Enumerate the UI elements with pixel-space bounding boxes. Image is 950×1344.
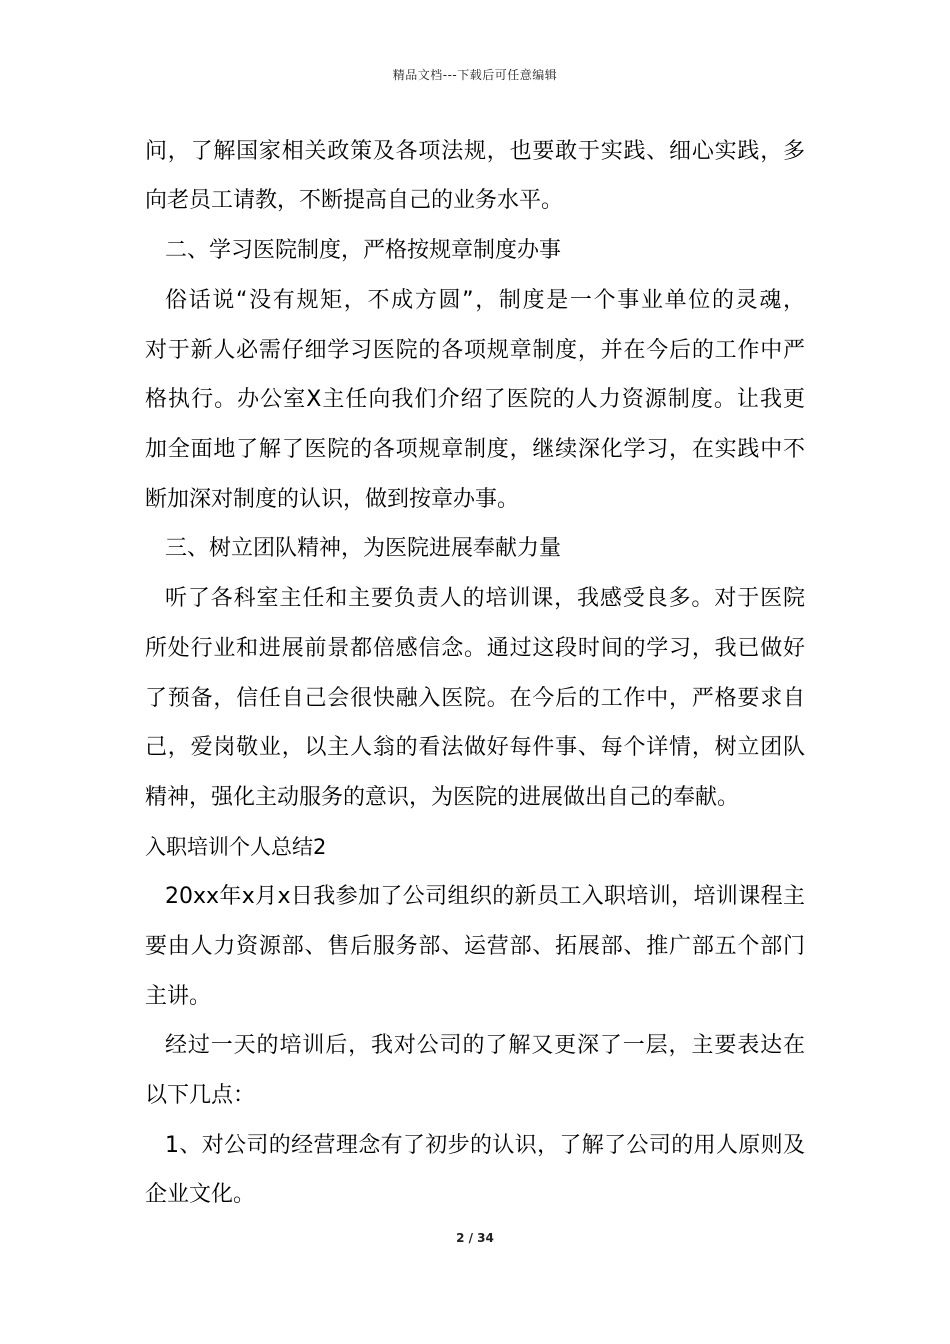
paragraph-line: 以下几点： — [145, 1083, 256, 1108]
page-number: 2 / 34 — [456, 1231, 494, 1245]
section-heading: 二、学习医院制度，严格按规章制度办事 — [165, 238, 562, 263]
paragraph-line: 了预备，信任自己会很快融入医院。在今后的工作中，严格要求自 — [145, 686, 805, 711]
paragraph-line: 精神，强化主动服务的意识，为医院的进展做出自己的奉献。 — [145, 785, 740, 810]
paragraph-line: 俗话说“没有规矩，不成方圆”，制度是一个事业单位的灵魂， — [165, 288, 806, 313]
page-header: 精品文档---下载后可任意编辑 — [392, 68, 558, 82]
paragraph-line: 经过一天的培训后，我对公司的了解又更深了一层，主要表达在 — [165, 1033, 805, 1058]
list-item: 1、对公司的经营理念有了初步的认识，了解了公司的用人原则及 — [165, 1133, 805, 1158]
paragraph-line: 加全面地了解了医院的各项规章制度，继续深化学习，在实践中不 — [145, 437, 805, 462]
document-subtitle: 入职培训个人总结2 — [145, 835, 327, 859]
paragraph-line: 对于新人必需仔细学习医院的各项规章制度，并在今后的工作中严 — [145, 338, 805, 363]
paragraph-line: 企业文化。 — [145, 1182, 256, 1207]
paragraph-line: 所处行业和进展前景都倍感信念。通过这段时间的学习，我已做好 — [145, 636, 805, 661]
paragraph-line: 20xx年x月x日我参加了公司组织的新员工入职培训，培训课程主 — [165, 884, 805, 909]
paragraph-line: 格执行。办公室X主任向我们介绍了医院的人力资源制度。让我更 — [145, 387, 805, 412]
paragraph-line: 听了各科室主任和主要负责人的培训课，我感受良多。对于医院 — [165, 586, 805, 611]
paragraph-line: 主讲。 — [145, 984, 212, 1009]
paragraph-line: 己，爱岗敬业，以主人翁的看法做好每件事、每个详情，树立团队 — [145, 735, 805, 760]
paragraph-line: 向老员工请教，不断提高自己的业务水平。 — [145, 188, 564, 213]
section-heading: 三、树立团队精神，为医院进展奉献力量 — [165, 536, 562, 561]
paragraph-line: 要由人力资源部、售后服务部、运营部、拓展部、推广部五个部门 — [145, 934, 805, 959]
paragraph-line: 问，了解国家相关政策及各项法规，也要敢于实践、细心实践，多 — [145, 139, 805, 164]
paragraph-line: 断加深对制度的认识，做到按章办事。 — [145, 487, 520, 512]
